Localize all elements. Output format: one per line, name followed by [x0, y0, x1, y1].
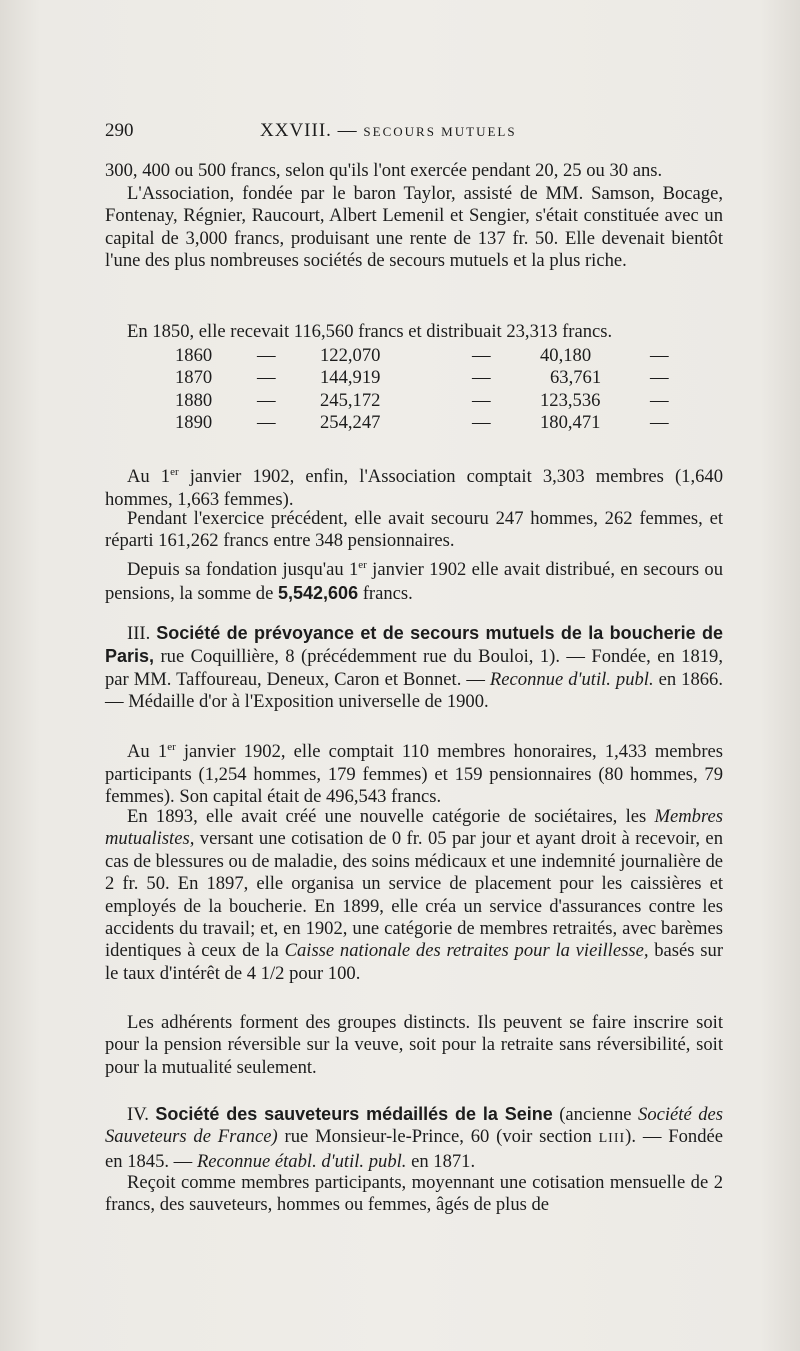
row-dash: —	[472, 345, 491, 366]
page-number: 290	[105, 120, 134, 141]
text-run: janvier 1902, enfin, l'Association comptait 3,303 membres (1,640 hommes, 1,663 femmes).	[105, 466, 724, 510]
running-header	[105, 120, 723, 150]
paragraph-pension-amounts: 300, 400 ou 500 francs, selon qu'ils l'ont exercée pendant 20, 25 ou 30 ans.	[105, 160, 663, 181]
paragraph-1850-figures: En 1850, elle recevait 116,560 francs et distribuait 23,313 francs.	[127, 321, 613, 342]
text-run: ). — Fondée en 1845. —	[105, 1126, 723, 1172]
section-iii-boucherie	[105, 622, 723, 714]
row-received: 254,247	[320, 412, 381, 434]
text-run: Au 1	[127, 741, 168, 763]
total-amount: 5,542,606	[278, 582, 359, 603]
text-run: En 1893, elle avait créé une nouvelle catégorie de sociétaires, les	[127, 806, 655, 827]
row-year: 1890	[175, 412, 213, 434]
row-distributed: 40,180	[540, 345, 592, 366]
table-row	[105, 367, 723, 389]
row-dash: —	[257, 389, 276, 411]
chapter-heading: SECOURS MUTUELS	[363, 124, 517, 139]
section-title: Société des sauveteurs médaillés de la Seine	[155, 1104, 553, 1124]
text-run: versant une cotisation de 0 fr. 05 par jour et ayant droit à recevoir, en cas de blessures ou de maladie, des soins médicaux et une indemnité journalière de 2 fr. 50. En 1897, elle organisa un service de placement pour les caissières et employés de la boucherie. En 1899, elle créa un service d'assurances contre les accidents du travail; et, en 1902, une catégorie de membres retraités, avec barèmes identiques à ceux de la	[105, 828, 723, 962]
text-run: janvier 1902, elle comptait 110 membres honoraires, 1,433 membres participants (1,254 hommes, 179 femmes) et 159 pensionnaires (80 hommes, 79 femmes). Son capital était de 496,543 francs.	[105, 741, 724, 807]
text-run: (ancienne	[552, 1104, 639, 1125]
text-run: rue Monsieur-le-Prince, 60 (voir section	[277, 1126, 599, 1148]
row-dash: —	[650, 367, 669, 389]
section-title: Société de prévoyance et de secours mutuels de la boucherie de Paris,	[105, 623, 724, 667]
section-number: III.	[127, 623, 151, 644]
row-received: 122,070	[320, 345, 381, 366]
superscript: er	[358, 559, 367, 571]
text-run: francs.	[358, 582, 413, 604]
chapter-roman: XXVIII.	[260, 120, 332, 141]
row-dash: —	[650, 345, 669, 366]
italic-run: Caisse nationale des retraites pour la vieillesse,	[284, 940, 649, 962]
section-iv-sauveteurs	[105, 1103, 723, 1173]
row-dash: —	[650, 412, 669, 434]
row-dash: —	[257, 412, 276, 434]
table-row	[105, 345, 723, 367]
section-number: IV.	[127, 1104, 149, 1125]
chapter-title	[260, 120, 517, 142]
italic-run: Reconnue établ. d'util. publ.	[196, 1150, 407, 1172]
row-received: 144,919	[320, 367, 381, 389]
row-dash: —	[257, 345, 276, 366]
text-run: Au 1	[127, 466, 171, 488]
paragraph-membership-1902	[105, 461, 723, 511]
table-row	[105, 390, 723, 412]
paragraph-adherents: Les adhérents forment des groupes distincts. Ils peuvent se faire inscrire soit pour la pension réversible sur la veuve, soit pour la retraite sans réversibilité, soit pour la mutualité seulement.	[105, 1012, 723, 1078]
text-run: janvier 1902 elle avait distribué, en secours ou pensions, la somme de	[105, 559, 723, 604]
paragraph-association-founding: L'Association, fondée par le baron Taylor, assisté de MM. Samson, Bocage, Fontenay, Régnier, Raucourt, Albert Lemenil et Sengier, s'était constituée avec un capital de 3,000 francs, produisant une rente de 137 fr. 50. Elle devenait bientôt l'une des plus nombreuses sociétés de secours mutuels et la plus riche.	[105, 183, 723, 272]
text-run: rue Coquillière, 8 (précédemment rue du Bouloi, 1). — Fondée, en 1819, par MM. Taffoureau, Deneux, Caron et Bonnet. —	[105, 646, 723, 690]
superscript: er	[167, 741, 176, 753]
text-run: en 1866. — Médaille d'or à l'Exposition universelle de 1900.	[105, 668, 723, 713]
row-dash: —	[472, 389, 491, 411]
small-caps-run: LIII	[598, 1131, 626, 1147]
row-dash: —	[257, 367, 276, 389]
paragraph-total-distributed	[105, 554, 723, 605]
paragraph-boucherie-membership	[105, 736, 723, 808]
row-dash: —	[472, 367, 491, 389]
figures-table	[105, 345, 723, 435]
row-distributed: 180,471	[540, 412, 601, 434]
row-distributed: 63,761	[550, 367, 602, 389]
italic-run: Membres mutualistes,	[105, 806, 723, 850]
text-run: en 1871.	[406, 1150, 476, 1172]
paragraph-previous-exercise: Pendant l'exercice précédent, elle avait secouru 247 hommes, 262 femmes, et réparti 161,262 francs entre 348 pensionnaires.	[105, 508, 723, 552]
row-year: 1880	[175, 389, 213, 411]
row-dash: —	[472, 412, 491, 434]
paragraph-participants: Reçoit comme membres participants, moyennant une cotisation mensuelle de 2 francs, des sauveteurs, hommes ou femmes, âgés de plus de	[105, 1172, 723, 1216]
row-distributed: 123,536	[540, 389, 601, 411]
italic-run: Reconnue d'util. publ.	[489, 668, 654, 690]
italic-run: Société des Sauveteurs de France)	[105, 1104, 723, 1148]
row-received: 245,172	[320, 389, 381, 411]
row-year: 1870	[175, 367, 213, 389]
text-run: basés sur le taux d'intérêt de 4 1/2 pour 100.	[105, 940, 724, 984]
row-year: 1860	[175, 345, 213, 366]
superscript: er	[170, 466, 179, 478]
table-row	[105, 412, 723, 434]
row-dash: —	[650, 389, 669, 411]
paragraph-1893-category	[105, 806, 723, 985]
chapter-dash: —	[337, 120, 358, 141]
text-run: Depuis sa fondation jusqu'au 1	[127, 559, 359, 581]
